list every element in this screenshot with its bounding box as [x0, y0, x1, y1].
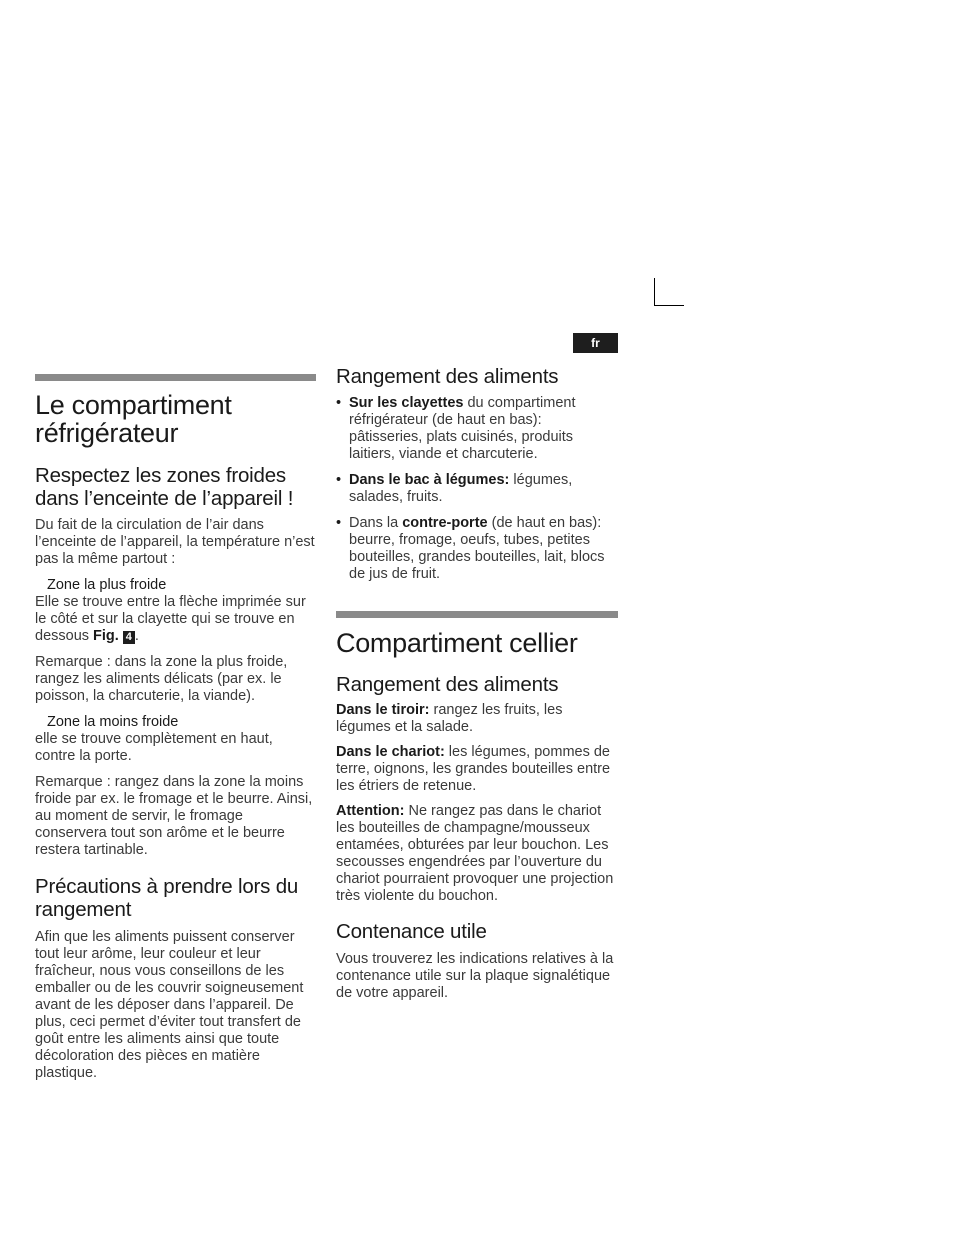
storage-list [336, 395, 618, 583]
least-cold-zone-remark: Remarque : rangez dans la zone la moins froide par ex. le fromage et le beurre. Ainsi, au moment de servir, le fromage conservera tout son arôme et le beurre restera tartinable. [35, 774, 313, 858]
precautions-text: Afin que les aliments puissent conserver tout leur arôme, leur couleur et leur fraîcheur, nous vous conseillons de les emballer ou de les couvrir soigneusement avant de les déposer dans l’appareil. De plus, ceci permet d’éviter tout transfert de goût entre les aliments ainsi que toute décoloration des pièces en matière plastique. [35, 929, 304, 1081]
trolley-text: Dans le chariot: les légumes, pommes de terre, oignons, les grandes bouteilles entre les étriers de retenue. [336, 744, 611, 794]
section-bar [336, 611, 618, 618]
fig-label: Fig. [93, 628, 119, 644]
crop-mark-horizontal [654, 305, 684, 306]
attention-text: Attention: Ne rangez pas dans le chariot les bouteilles de champagne/mousseux entamées, obturées par leur bouchon. Les secousses engendrées par l’ouverture du chariot pourraient provoquer une projection très violente du bouchon. [336, 803, 614, 904]
language-tab: fr [573, 333, 618, 353]
least-cold-zone-heading: Zone la moins froide [47, 714, 179, 730]
list-item: • Dans le bac à légumes: légumes, salades, fruits. [336, 472, 618, 506]
heading-precautions: Précautions à prendre lors du rangement [35, 875, 299, 921]
coldest-zone-remark: Remarque : dans la zone la plus froide, rangez les aliments délicats (par ex. le poisson, la charcuterie, la viande). [35, 654, 288, 704]
crop-mark-vertical [654, 278, 655, 306]
right-column [336, 366, 618, 1002]
fig-number-badge: 4 [123, 631, 135, 644]
section-title-cellar: Compartiment cellier [336, 627, 578, 658]
zones-intro: Du fait de la circulation de l’air dans l’enceinte de l’appareil, la température n’est pas la même partout : [35, 517, 315, 567]
capacity-text: Vous trouverez les indications relatives à la contenance utile sur la plaque signalétique de votre appareil. [336, 950, 614, 1001]
list-item: • Sur les clayettes du compartiment réfrigérateur (de haut en bas): pâtisseries, plats cuisinés, produits laitiers, viande et charcuterie. [336, 395, 618, 463]
coldest-zone-heading: Zone la plus froide [47, 577, 167, 593]
drawer-text: Dans le tiroir: rangez les fruits, les légumes et la salade. [336, 702, 563, 735]
coldest-zone-end: . [134, 628, 139, 644]
left-column [35, 374, 316, 1082]
heading-cold-zones: Respectez les zones froides dans l’enceinte de l’appareil ! [35, 464, 294, 510]
heading-capacity: Contenance utile [336, 920, 487, 943]
least-cold-zone-text: elle se trouve complètement en haut, contre la porte. [35, 731, 273, 764]
section-title-refrigerator: Le compartiment réfrigérateur [35, 390, 232, 448]
coldest-zone-description: Elle se trouve entre la flèche imprimée sur le côté et sur la clayette qui se trouve en dessous [35, 594, 306, 644]
section-bar [35, 374, 316, 381]
heading-cellar-storage: Rangement des aliments [336, 672, 559, 696]
coldest-zone-text [35, 594, 316, 645]
list-item: • Dans la contre-porte (de haut en bas): beurre, fromage, oeufs, tubes, petites bouteilles, grandes bouteilles, lait, blocs de jus de fruit. [336, 515, 618, 583]
heading-food-storage: Rangement des aliments [336, 365, 559, 388]
